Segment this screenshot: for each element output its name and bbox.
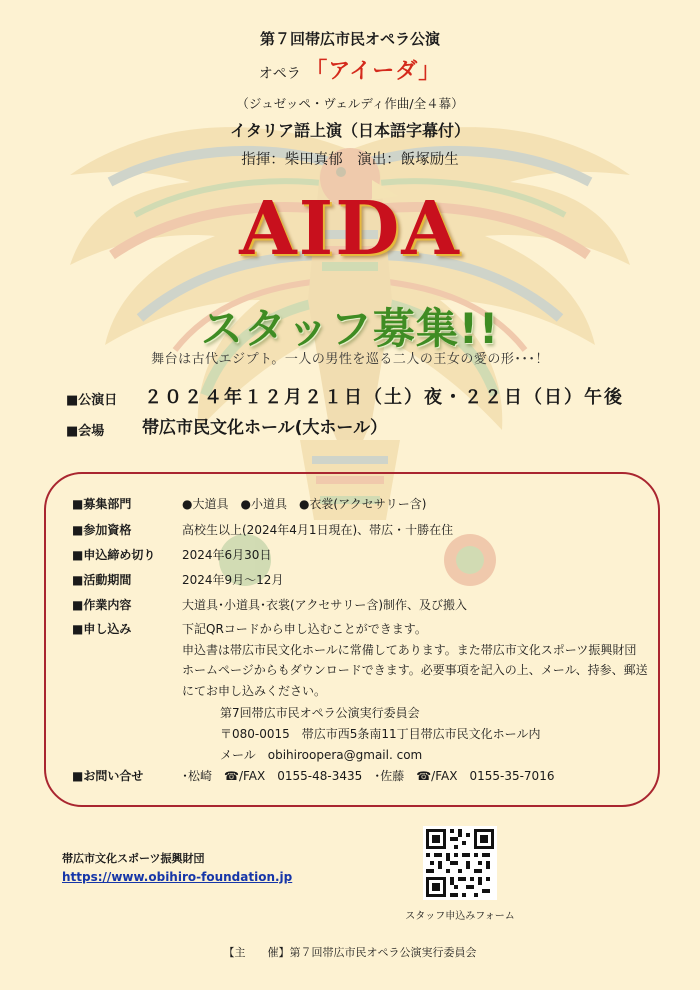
opera-title-line xyxy=(0,54,700,85)
activity-period-label: ■活動期間 xyxy=(72,573,132,587)
work-content-label: ■作業内容 xyxy=(72,598,132,612)
composer-note: （ジュゼッペ・ヴェルディ作曲/全４幕） xyxy=(236,96,464,111)
language-note: イタリア語上演（日本語字幕付） xyxy=(229,121,470,140)
eligibility-value: 高校生以上(2024年4月1日現在)、帯広・十勝在住 xyxy=(182,523,454,537)
eligibility-label: ■参加資格 xyxy=(72,523,132,537)
edition-title: 第７回帯広市民オペラ公演 xyxy=(259,30,440,48)
organizer: 【主 催】第７回帯広市民オペラ公演実行委員会 xyxy=(223,946,477,959)
committee-name: 第7回帯広市民オペラ公演実行委員会 xyxy=(220,706,420,720)
application-line: にてお申し込みください。 xyxy=(182,684,327,698)
staff-recruitment-heading: スタッフ募集!! xyxy=(200,304,500,353)
performance-date-value: ２０２４年１２月２１日（土）夜・２２日（日）午後 xyxy=(144,387,624,408)
venue-value: 帯広市民文化ホール(大ホール） xyxy=(142,418,388,438)
tagline: 舞台は古代エジプト。一人の男性を巡る二人の王女の愛の形･･･！ xyxy=(151,352,549,367)
application-line: 申込書は帯広市民文化ホールに常備してあります。また帯広市文化スポーツ振興財団 xyxy=(182,643,637,657)
department-label: ■募集部門 xyxy=(72,497,132,511)
department-value: ●大道具 ●小道具 ●衣裳(アクセサリー含) xyxy=(182,497,427,511)
qr-caption: スタッフ申込みフォーム xyxy=(405,911,515,922)
activity-period-value: 2024年9月～12月 xyxy=(182,573,284,587)
aida-logo: AIDA xyxy=(239,186,461,272)
opera-title-jp: 「アイーダ」 xyxy=(305,59,442,84)
application-line: 下記QRコードから申し込むことができます。 xyxy=(182,622,427,636)
venue-label: ■会場 xyxy=(66,424,105,439)
contact-value: ･松崎 ☎/FAX 0155-48-3435 ･佐藤 ☎/FAX 0155-35-7016 xyxy=(182,769,555,783)
deadline-label: ■申込締め切り xyxy=(72,548,156,562)
contact-label: ■お問い合せ xyxy=(72,769,144,783)
credits: 指揮：柴田真郁 演出：飯塚励生 xyxy=(241,152,459,168)
work-content-value: 大道具･小道具･衣裳(アクセサリー含)制作、及び搬入 xyxy=(182,598,468,612)
qr-code[interactable] xyxy=(423,826,497,900)
committee-email: メール obihiroopera@gmail. com xyxy=(220,748,423,762)
foundation-name: 帯広市文化スポーツ振興財団 xyxy=(62,852,205,865)
committee-address: 〒080-0015 帯広市西5条南11丁目帯広市民文化ホール内 xyxy=(220,727,541,741)
performance-date-label: ■公演日 xyxy=(66,393,118,408)
foundation-link[interactable]: https://www.obihiro-foundation.jp xyxy=(62,870,293,884)
opera-prefix: オペラ xyxy=(258,66,301,82)
application-label: ■申し込み xyxy=(72,622,132,636)
application-line: ホームページからもダウンロードできます。必要事項を記入の上、メール、持参、郵送 xyxy=(182,663,648,677)
deadline-value: 2024年6月30日 xyxy=(182,548,272,562)
